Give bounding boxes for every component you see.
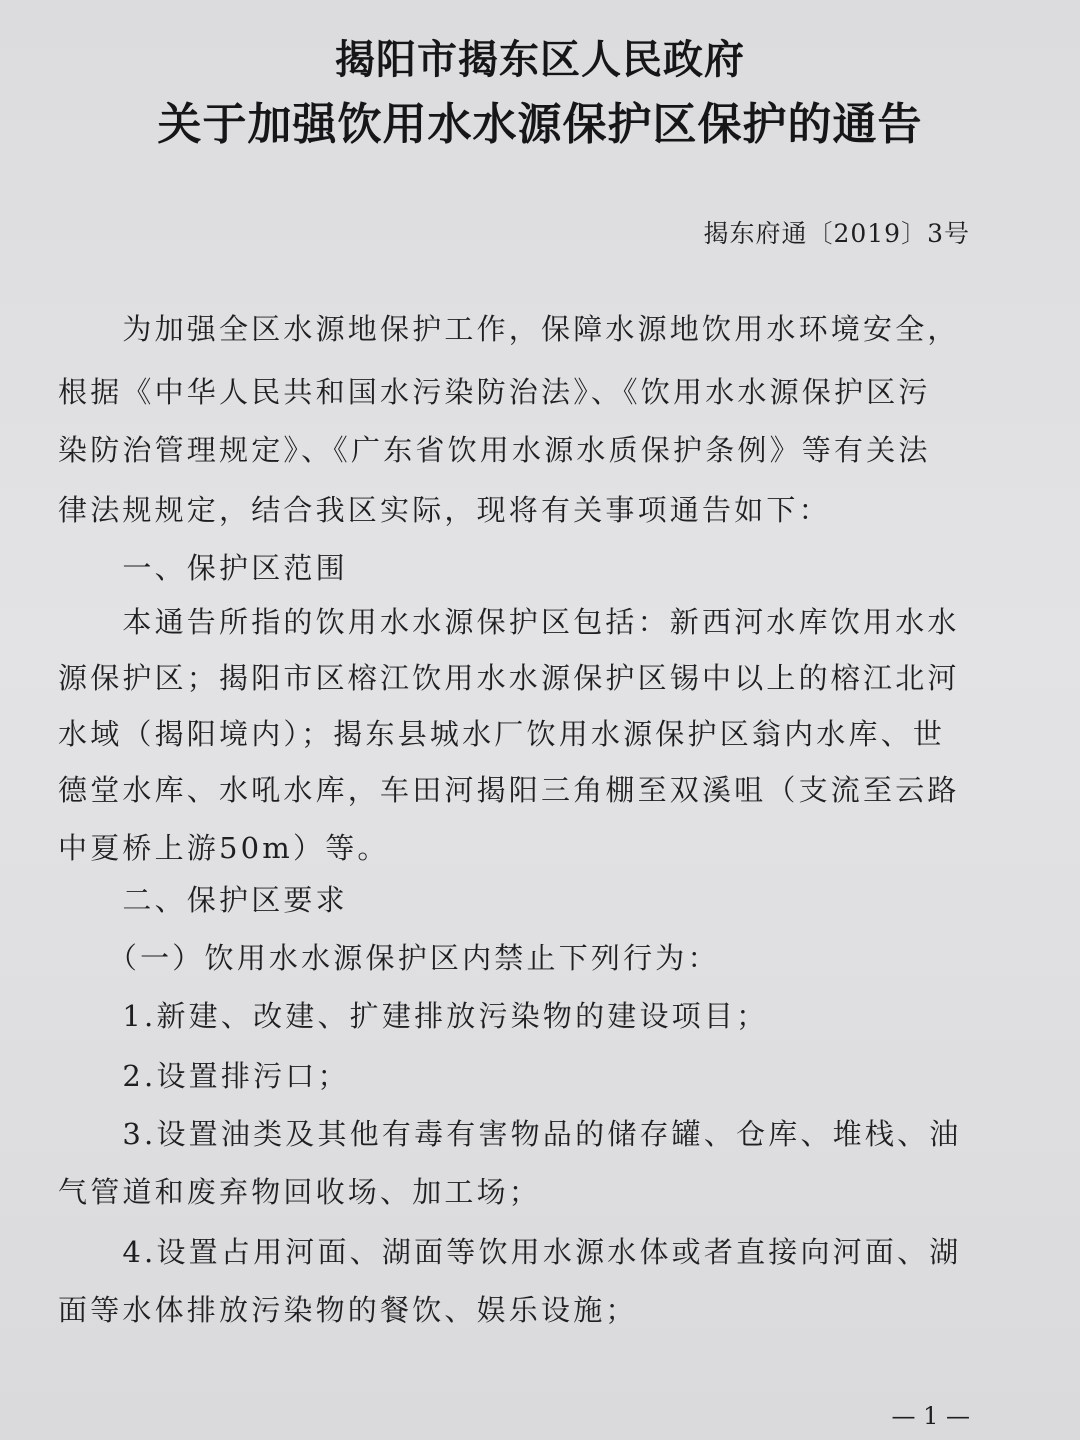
title-line-1: 揭阳市揭东区人民政府 bbox=[335, 37, 745, 83]
list-item: 1.新建、改建、扩建排放污染物的建设项目； bbox=[58, 999, 769, 1033]
page-number: — 1 — bbox=[891, 1402, 970, 1430]
list-item: 面等水体排放污染物的餐饮、娱乐设施； bbox=[58, 1293, 638, 1327]
body-line: （一）饮用水水源保护区内禁止下列行为： bbox=[58, 941, 720, 975]
list-item: 4.设置占用河面、湖面等饮用水源水体或者直接向河面、湖 bbox=[58, 1235, 962, 1269]
section-heading: 二、保护区要求 bbox=[58, 883, 348, 917]
body-line: 律法规规定，结合我区实际，现将有关事项通告如下： bbox=[58, 493, 831, 527]
body-line: 源保护区；揭阳市区榕江饮用水水源保护区锡中以上的榕江北河 bbox=[58, 661, 960, 695]
body-line: 根据《中华人民共和国水污染防治法》、《饮用水水源保护区污 bbox=[58, 375, 931, 409]
list-item: 3.设置油类及其他有毒有害物品的储存罐、仓库、堆栈、油 bbox=[58, 1117, 962, 1151]
list-item: 气管道和废弃物回收场、加工场； bbox=[58, 1175, 542, 1209]
body-line: 染防治管理规定》、《广东省饮用水源水质保护条例》等有关法 bbox=[58, 433, 931, 467]
body-line: 为加强全区水源地保护工作，保障水源地饮用水环境安全， bbox=[58, 312, 960, 346]
document-number: 揭东府通〔2019〕3号 bbox=[703, 219, 970, 248]
body-line: 中夏桥上游50m）等。 bbox=[58, 831, 390, 865]
section-heading: 一、保护区范围 bbox=[58, 551, 348, 585]
body-line: 本通告所指的饮用水水源保护区包括：新西河水库饮用水水 bbox=[58, 605, 960, 639]
body-line: 水域（揭阳境内）；揭东县城水厂饮用水源保护区翁内水库、世 bbox=[58, 717, 946, 751]
list-item: 2.设置排污口； bbox=[58, 1059, 350, 1093]
body-line: 德堂水库、水吼水库，车田河揭阳三角棚至双溪咀（支流至云路 bbox=[58, 773, 960, 807]
title-line-2: 关于加强饮用水水源保护区保护的通告 bbox=[157, 99, 923, 150]
